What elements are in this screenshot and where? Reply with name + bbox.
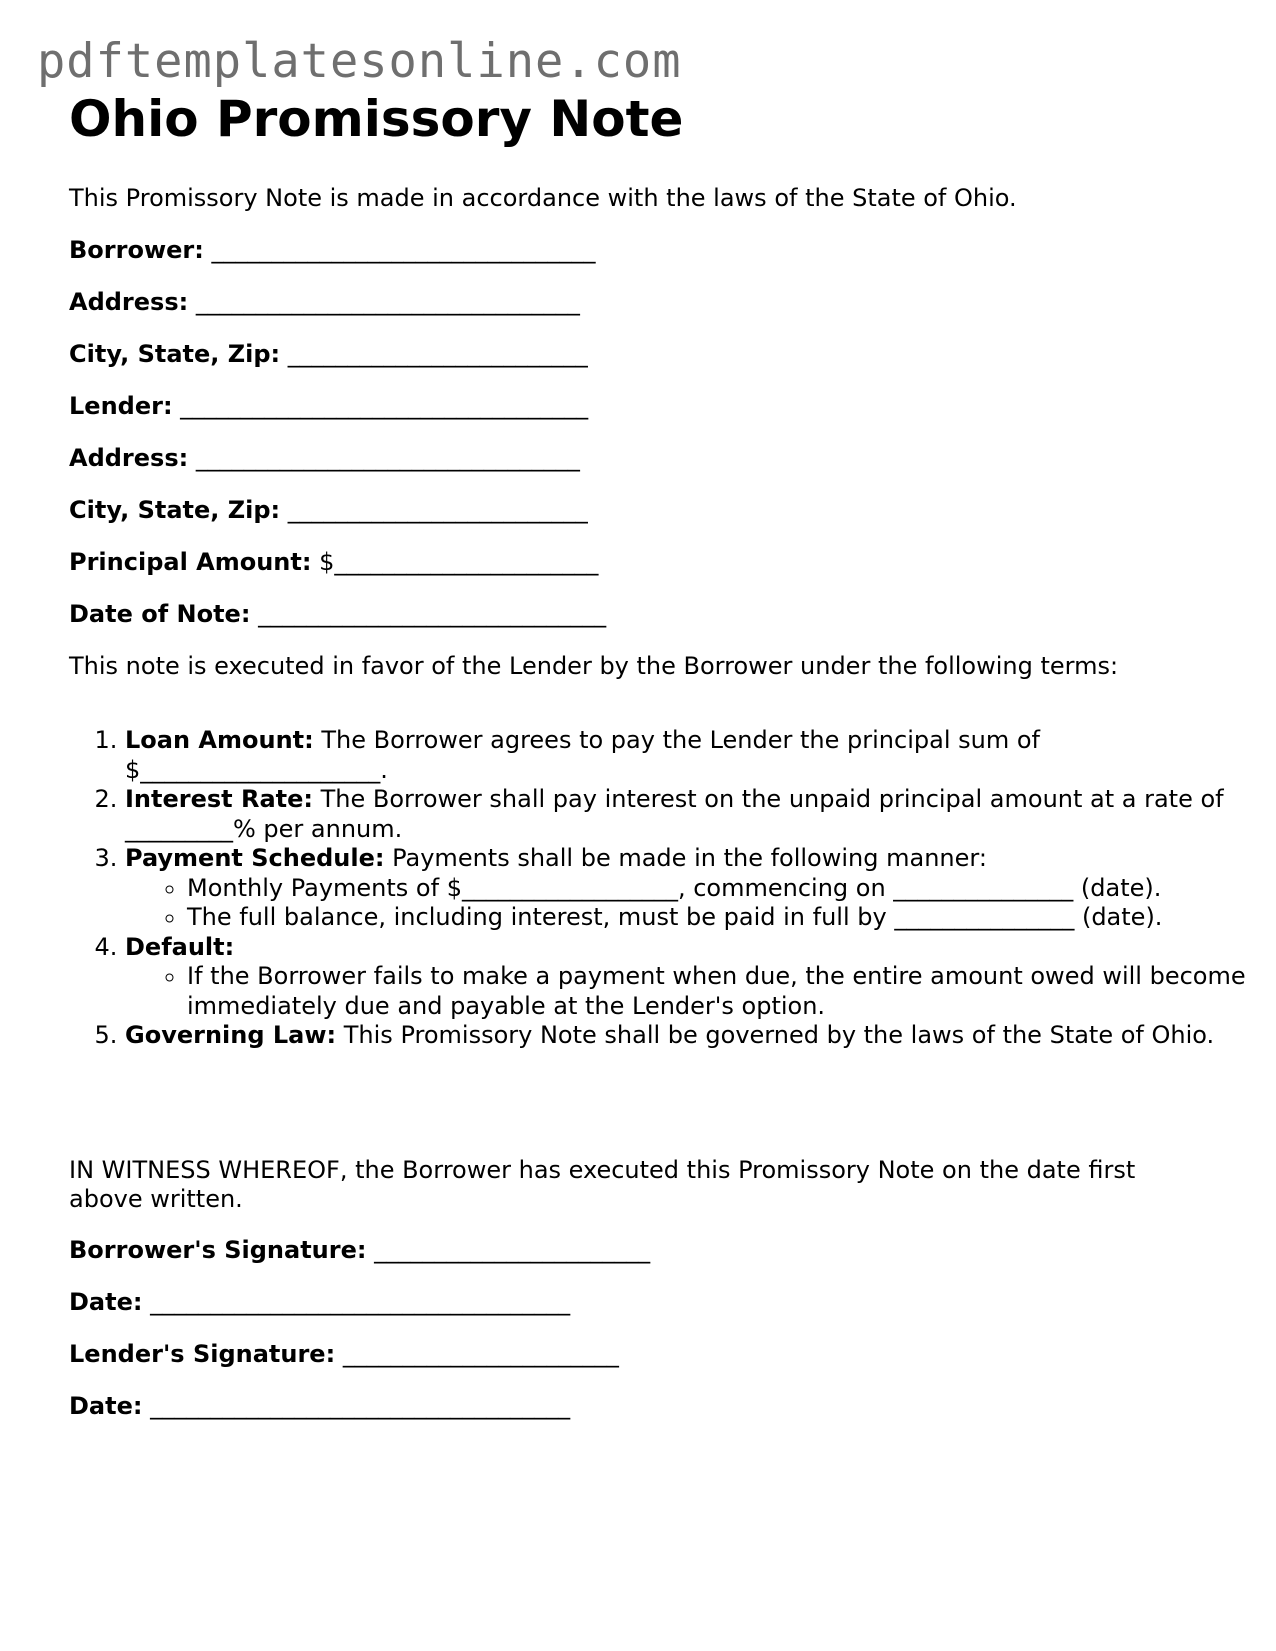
field-label: Borrower's Signature: xyxy=(69,1236,367,1264)
borrower-city-field[interactable] xyxy=(69,340,588,369)
term-interest-rate xyxy=(125,785,1255,844)
terms-list xyxy=(63,726,1255,1051)
document-title: Ohio Promissory Note xyxy=(69,90,684,148)
field-label: Principal Amount: xyxy=(69,548,312,576)
field-blank[interactable]: _____________________________ xyxy=(250,600,607,628)
lender-field[interactable] xyxy=(69,392,588,421)
lender-city-field[interactable] xyxy=(69,496,588,525)
borrower-field[interactable] xyxy=(69,236,595,265)
payment-schedule-list xyxy=(125,874,1255,933)
list-item: ◦ The full balance, including interest, must be paid in full by _______________ (date). xyxy=(187,903,1255,933)
field-label: Borrower: xyxy=(69,236,204,264)
field-label: Date: xyxy=(69,1288,143,1316)
term-text: The Borrower agrees to pay the Lender the principal sum of $____________________. xyxy=(125,726,1040,784)
field-blank[interactable]: ________________________________ xyxy=(203,236,596,264)
term-label: Payment Schedule: xyxy=(125,844,385,872)
field-label: Address: xyxy=(69,288,189,316)
list-item: ◦ If the Borrower fails to make a payment when due, the entire amount owed will become immediately due and payable at the Lender's option. xyxy=(187,962,1255,1021)
field-label: Lender: xyxy=(69,392,173,420)
term-label: Loan Amount: xyxy=(125,726,314,754)
terms-intro: This note is executed in favor of the Lender by the Borrower under the following terms: xyxy=(69,652,1119,680)
field-blank[interactable]: __________________________________ xyxy=(172,392,589,420)
principal-amount-field[interactable] xyxy=(69,548,598,577)
list-item: ◦ Monthly Payments of $__________________, commencing on _______________ (date). xyxy=(187,874,1255,904)
field-label: Date: xyxy=(69,1392,143,1420)
term-default xyxy=(125,933,1255,1022)
field-label: Lender's Signature: xyxy=(69,1340,336,1368)
field-blank[interactable]: _______________________ xyxy=(335,1340,619,1368)
field-label: City, State, Zip: xyxy=(69,340,281,368)
field-blank[interactable]: _______________________ xyxy=(366,1236,651,1264)
field-blank[interactable]: ___________________________________ xyxy=(142,1288,571,1316)
lender-signature-field[interactable] xyxy=(69,1340,619,1369)
field-blank[interactable]: ___________________________________ xyxy=(142,1392,571,1420)
borrower-signature-field[interactable] xyxy=(69,1236,650,1265)
borrower-date-field[interactable] xyxy=(69,1288,570,1317)
term-loan-amount xyxy=(125,726,1255,785)
field-blank[interactable]: _________________________ xyxy=(280,496,588,524)
field-blank[interactable]: ________________________________ xyxy=(188,444,580,472)
date-of-note-field[interactable] xyxy=(69,600,606,629)
field-label: Date of Note: xyxy=(69,600,251,628)
field-blank[interactable]: $______________________ xyxy=(311,548,599,576)
document-page xyxy=(69,86,1246,1420)
term-label: Governing Law: xyxy=(125,1021,337,1049)
term-label: Interest Rate: xyxy=(125,785,314,813)
term-text: Payments shall be made in the following manner: xyxy=(384,844,987,872)
borrower-address-field[interactable] xyxy=(69,288,580,317)
field-label: City, State, Zip: xyxy=(69,496,281,524)
default-list xyxy=(125,962,1255,1021)
watermark: pdftemplatesonline.com xyxy=(37,34,682,89)
term-payment-schedule xyxy=(125,844,1255,933)
field-blank[interactable]: _________________________ xyxy=(280,340,588,368)
term-label: Default: xyxy=(125,932,235,961)
lender-address-field[interactable] xyxy=(69,444,580,473)
field-blank[interactable]: ________________________________ xyxy=(188,288,580,316)
field-label: Address: xyxy=(69,444,189,472)
term-text: This Promissory Note shall be governed by the laws of the State of Ohio. xyxy=(336,1021,1215,1049)
witness-statement: IN WITNESS WHEREOF, the Borrower has executed this Promissory Note on the date first above written. xyxy=(69,1156,1136,1213)
term-governing-law xyxy=(125,1021,1255,1051)
lender-date-field[interactable] xyxy=(69,1392,570,1421)
intro-text: This Promissory Note is made in accordance with the laws of the State of Ohio. xyxy=(69,184,1017,212)
term-text: The Borrower shall pay interest on the unpaid principal amount at a rate of _________% per annum. xyxy=(125,785,1224,843)
